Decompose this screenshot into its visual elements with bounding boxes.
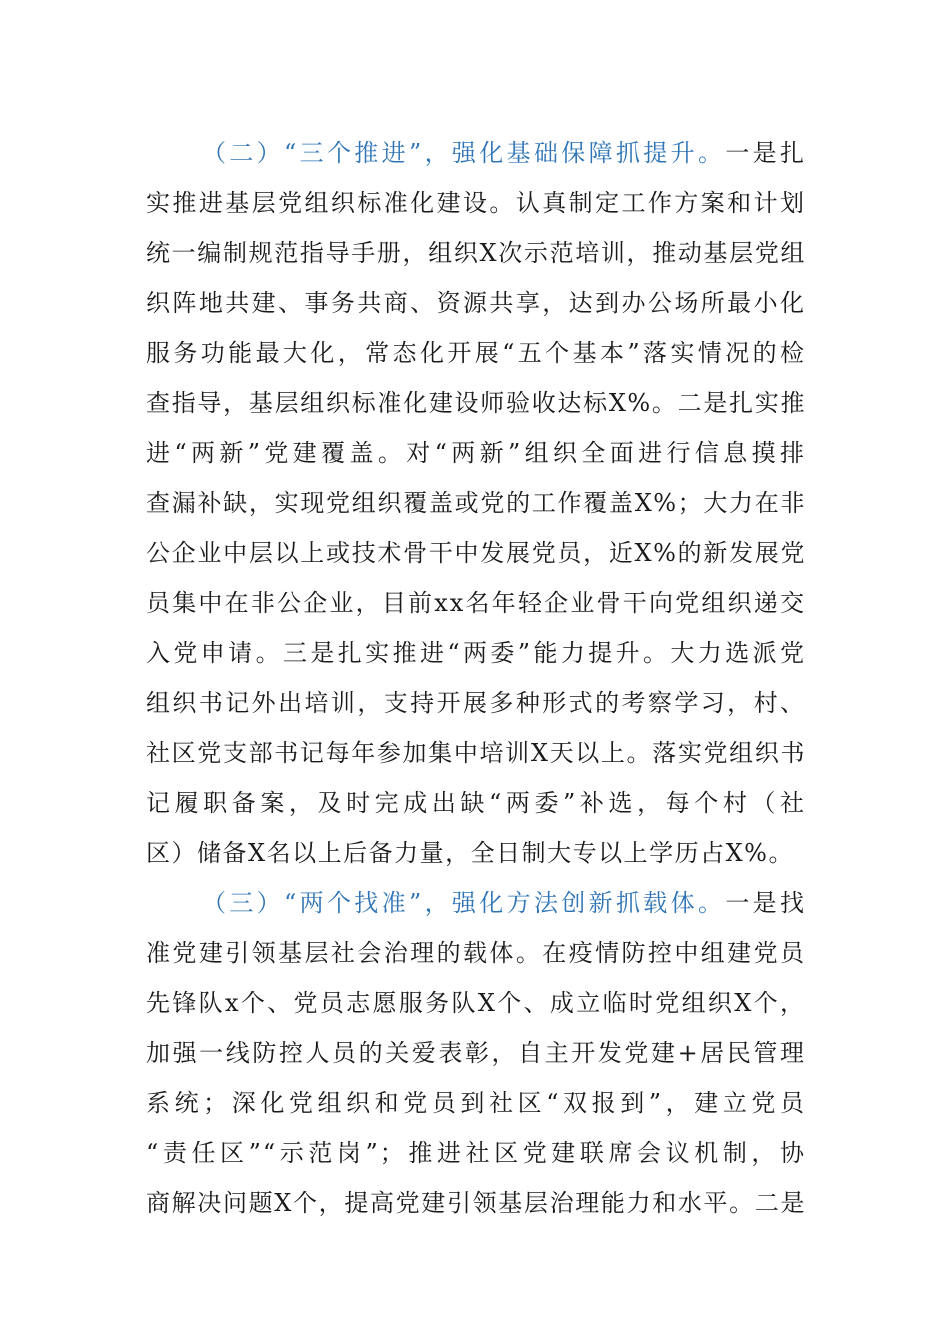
paragraph-line: 记履职备案，及时完成出缺“两委”补选，每个村（社	[146, 789, 806, 817]
paragraph-line: 实推进基层党组织标准化建设。认真制定工作方案和计划	[146, 189, 806, 217]
paragraph-line: 织阵地共建、事务共商、资源共享，达到办公场所最小化	[146, 289, 806, 317]
paragraph-line: 系统；深化党组织和党员到社区“双报到”，建立党员	[146, 1089, 806, 1117]
line-text: 一是扎	[725, 139, 807, 167]
document-body	[146, 128, 806, 1228]
paragraph-line: 商解决问题X个，提高党建引领基层治理能力和水平。二是	[146, 1189, 806, 1217]
paragraph-line: 入党申请。三是扎实推进“两委”能力提升。大力选派党	[146, 639, 806, 667]
paragraph-line: 服务功能最大化，常态化开展“五个基本”落实情况的检	[146, 339, 806, 367]
paragraph-line: 区）储备X名以上后备力量，全日制大专以上学历占X%。	[146, 839, 794, 867]
paragraph-line: 准党建引领基层社会治理的载体。在疫情防控中组建党员	[146, 939, 806, 967]
paragraph-line: 先锋队x个、党员志愿服务队X个、成立临时党组织X个，	[146, 989, 806, 1017]
paragraph-line	[146, 128, 806, 178]
line-text: 一是找	[725, 889, 807, 917]
paragraph-line: 进“两新”党建覆盖。对“两新”组织全面进行信息摸排	[146, 439, 806, 467]
paragraph-line: 公企业中层以上或技术骨干中发展党员，近X%的新发展党	[146, 539, 806, 567]
paragraph-line: 查漏补缺，实现党组织覆盖或党的工作覆盖X%；大力在非	[146, 489, 806, 517]
paragraph-line: 加强一线防控人员的关爱表彰，自主开发党建+居民管理	[146, 1039, 806, 1067]
paragraph-line: “责任区”“示范岗”；推进社区党建联席会议机制，协	[146, 1139, 806, 1167]
section-heading: （二）“三个推进”，强化基础保障抓提升。	[202, 139, 726, 167]
paragraph-line: 员集中在非公企业，目前xx名年轻企业骨干向党组织递交	[146, 589, 806, 617]
paragraph-line: 社区党支部书记每年参加集中培训X天以上。落实党组织书	[146, 739, 806, 767]
section-heading: （三）“两个找准”，强化方法创新抓载体。	[202, 889, 726, 917]
paragraph-line: 组织书记外出培训，支持开展多种形式的考察学习，村、	[146, 689, 806, 717]
paragraph-line	[146, 878, 806, 928]
paragraph-section-2	[146, 128, 806, 878]
paragraph-line: 查指导，基层组织标准化建设师验收达标X%。二是扎实推	[146, 389, 806, 417]
paragraph-section-3	[146, 878, 806, 1228]
paragraph-line: 统一编制规范指导手册，组织X次示范培训，推动基层党组	[146, 239, 806, 267]
